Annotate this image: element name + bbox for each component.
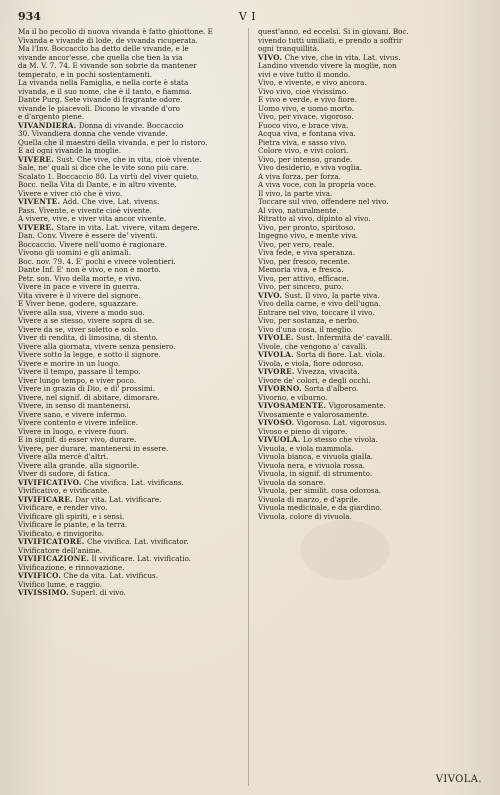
entry-text: vivi e vive tutto il mondo. xyxy=(258,70,351,79)
text-line xyxy=(18,453,244,462)
entry-text: Che vive, che in vita. Lat. vivus. xyxy=(282,53,401,62)
text-line xyxy=(258,173,482,182)
text-line xyxy=(18,105,244,114)
entry-text: quest'anno, ed eccelsi. Si in giovani. Boc. xyxy=(258,28,409,36)
text-line xyxy=(18,241,244,250)
entry-text: Vivere in grazia di Dio, e di' prossimi. xyxy=(18,385,156,393)
entry-text: Vivo desiderio, e viva voglia. xyxy=(258,164,363,172)
text-line xyxy=(18,326,244,335)
text-line xyxy=(18,292,244,301)
dictionary-entry-line xyxy=(18,589,244,598)
entry-text: Dan. Conv. Vivere è essere de' viventi. xyxy=(18,232,158,240)
entry-text: Boc. nov. 79. 4. E' pochi e vivere volentieri. xyxy=(18,257,176,266)
text-line xyxy=(18,207,244,216)
headword: VIVENTE. xyxy=(18,198,61,206)
entry-text: Vivo, per pronto, spiritoso. xyxy=(258,223,356,232)
text-line xyxy=(258,147,482,156)
entry-text: A viva voce, con la propria voce. xyxy=(258,181,377,189)
entry-text: E vivo e verde, e vivo fiore. xyxy=(258,96,357,104)
dictionary-entry-line xyxy=(258,419,482,428)
entry-text: Pietra viva, e sasso vivo. xyxy=(258,138,347,147)
text-line xyxy=(258,122,482,131)
entry-text: Vivo, e vivente, e vivo ancora. xyxy=(258,79,367,87)
headword: VIVO. xyxy=(258,53,283,62)
entry-text: da M. V. 7. 74. E vivande son sobrie da mantener xyxy=(18,62,197,70)
text-line xyxy=(258,88,482,97)
entry-text: Al vivo, naturalmente. xyxy=(258,206,339,215)
entry-text: Superl. di vivo. xyxy=(68,589,126,597)
entry-text: E ad ogni vivande la moglie. xyxy=(18,147,122,155)
text-line xyxy=(258,241,482,250)
entry-text: Vivifico lume, e raggio. xyxy=(18,580,102,589)
text-line xyxy=(18,487,244,496)
text-line xyxy=(18,275,244,284)
entry-text: Viver di rendita, di limosina, di stento. xyxy=(18,334,158,342)
text-line xyxy=(18,445,244,454)
entry-text: Vivificativo, e vivificante. xyxy=(18,487,110,495)
entry-text: Vivificazione, e rinnovazione. xyxy=(18,563,125,572)
entry-text: E Viver bene, godere, sguazzare. xyxy=(18,300,139,308)
text-line xyxy=(18,139,244,148)
entry-text: Scalato 1. Boccaccio 80. La virtù del viver quieto. xyxy=(18,172,200,181)
text-line xyxy=(258,207,482,216)
entry-text: Vivuola da sonare. xyxy=(258,478,326,487)
text-line xyxy=(18,266,244,275)
entry-text: Vivere alla giornata, vivere senza pensiero. xyxy=(18,342,176,351)
text-line xyxy=(18,258,244,267)
entry-text: Stare in vita. Lat. vivere, vitam degere. xyxy=(54,223,200,232)
entry-text: E in signif. di esser vivo, durare. xyxy=(18,436,137,444)
dictionary-entry-line xyxy=(18,479,244,488)
text-line xyxy=(18,419,244,428)
headword: VIVO. xyxy=(258,291,283,300)
text-line xyxy=(18,377,244,386)
entry-text: Vivuola, e viola mammola. xyxy=(258,444,354,453)
entry-text: Vivo, per vivace, vigoroso. xyxy=(258,113,354,121)
text-line xyxy=(258,139,482,148)
text-line xyxy=(18,37,244,46)
text-line xyxy=(18,173,244,182)
text-line xyxy=(258,513,482,522)
text-line xyxy=(18,470,244,479)
entry-text: Boccaccio. Vivere nell'uomo è ragionare. xyxy=(18,240,167,249)
entry-text: Vivere sotto la legge, e sotto il signore. xyxy=(18,351,161,359)
headword: VIVORNO. xyxy=(258,385,302,393)
text-line xyxy=(258,190,482,199)
text-line xyxy=(258,249,482,258)
entry-text: Vivo, per fresco, recente. xyxy=(258,257,350,266)
headword: VIVERE. xyxy=(18,155,55,164)
dictionary-entry-line xyxy=(258,54,482,63)
headword: VIVIFICO. xyxy=(18,572,62,580)
headword: VIVIFICATIVO. xyxy=(18,478,82,487)
dictionary-entry-line xyxy=(18,572,244,581)
headword: VIVIFICARE. xyxy=(18,495,73,504)
entry-text: Fuoco vivo, e brace viva. xyxy=(258,121,349,130)
text-line xyxy=(258,487,482,496)
entry-text: Sust. Che vive, che in vita, cioè vivente. xyxy=(54,155,202,164)
text-line xyxy=(18,462,244,471)
entry-text: Sale, ne' quali si dice che le vite sono più care. xyxy=(18,164,189,172)
dictionary-entry-line xyxy=(258,368,482,377)
headword: VIVOLE. xyxy=(258,334,294,342)
text-line xyxy=(18,79,244,88)
entry-text: Ingegno vivo, e mente viva. xyxy=(258,232,359,240)
entry-text: Memoria viva, e fresca. xyxy=(258,266,344,274)
text-line xyxy=(18,317,244,326)
text-line xyxy=(18,530,244,539)
entry-text: Ma l'Inv. Boccaccio ha detto delle vivande, e le xyxy=(18,45,189,53)
text-line xyxy=(258,428,482,437)
text-line xyxy=(258,309,482,318)
text-line xyxy=(18,215,244,224)
text-line xyxy=(258,224,482,233)
entry-text: vivande le piacevoli. Dicono le vivande d'oro xyxy=(18,104,180,113)
entry-text: 30. Vivandiera donna che vende vivande. xyxy=(18,130,168,138)
entry-text: vivanda, e il suo nome, che è il tanto, e fiamma. xyxy=(18,87,192,96)
entry-text: Vivezza, vivacità. xyxy=(294,368,360,376)
entry-text: Vivole, che vengono a' cavalli. xyxy=(258,342,368,351)
text-line xyxy=(18,343,244,352)
headword: VIVORE. xyxy=(258,368,295,376)
entry-text: Vivo della carne, e vivo dell'ugna. xyxy=(258,300,381,308)
entry-text: Sust. Il vivo, la parte viva. xyxy=(282,291,380,300)
headword: VIVANDIERA. xyxy=(18,121,77,130)
entry-text: Vita vivere è il vivere del signore. xyxy=(18,291,141,300)
column-divider xyxy=(248,28,249,786)
text-line xyxy=(258,496,482,505)
text-line xyxy=(258,181,482,190)
entry-text: Il vivificare. Lat. vivificatio. xyxy=(89,555,192,563)
entry-text: Vivoso e pieno di vigore. xyxy=(258,427,348,436)
text-line xyxy=(18,147,244,156)
text-line xyxy=(258,130,482,139)
text-line xyxy=(18,334,244,343)
text-line xyxy=(18,385,244,394)
text-line xyxy=(258,113,482,122)
headword: VIVOSO. xyxy=(258,419,295,427)
entry-text: Vivuola bianca, e vivuola gialla. xyxy=(258,453,374,461)
text-line xyxy=(258,470,482,479)
headword: VIVOLA. xyxy=(258,351,294,359)
text-line xyxy=(258,377,482,386)
text-line xyxy=(258,300,482,309)
entry-text: Sorta di fiore. Lat. viola. xyxy=(293,351,385,359)
entry-text: Vivificare, e render vivo. xyxy=(18,504,108,512)
catchword: VIVOLA. xyxy=(435,774,482,785)
text-line xyxy=(18,181,244,190)
entry-text: Vivo vivo, cioè vivissimo. xyxy=(258,87,349,96)
entry-text: Vivuola nera, e vivuola rossa. xyxy=(258,461,365,470)
entry-text: A vivere, vive, e viver vita ancor vivente. xyxy=(18,215,167,223)
dictionary-entry-line xyxy=(258,351,482,360)
headword: VIVUOLA. xyxy=(258,436,301,444)
page-header xyxy=(18,10,482,26)
entry-text: Ma il bo pecolio di nuova vivanda è fatto ghiottone. E xyxy=(18,28,213,36)
text-line xyxy=(258,343,482,352)
text-line xyxy=(18,232,244,241)
text-line xyxy=(18,521,244,530)
text-line xyxy=(258,462,482,471)
text-line xyxy=(258,258,482,267)
entry-text: Vivola, e viola, fiore odoroso. xyxy=(258,359,364,368)
entry-text: Vivificare le piante, e la terra. xyxy=(18,521,128,529)
text-line xyxy=(18,28,244,37)
entry-text: Vivo, per vero, reale. xyxy=(258,240,335,249)
entry-text: Vivificare gli spiriti, e i sensi. xyxy=(18,512,125,521)
text-line xyxy=(258,411,482,420)
entry-text: Ritratto al vivo, dipinto al vivo. xyxy=(258,215,371,223)
text-line xyxy=(18,283,244,292)
entry-text: Vigorosamente. xyxy=(326,402,386,410)
entry-text: Vivere da se, viver soletto e solo. xyxy=(18,325,139,334)
text-line xyxy=(18,547,244,556)
text-line xyxy=(258,71,482,80)
left-column xyxy=(18,28,244,781)
dictionary-entry-line xyxy=(18,224,244,233)
headword: VIVOSAMENTE. xyxy=(258,402,327,410)
entry-text: Vivanda e vivande di lode, de vivanda ricuperata. xyxy=(18,36,198,45)
entry-text: Vivuola, per similit. cosa odorosa. xyxy=(258,487,382,495)
entry-text: Landino vivendo vivere la moglie, non xyxy=(258,62,397,70)
entry-text: Vivere, nel signif. di abitare, dimorare. xyxy=(18,393,160,402)
text-line xyxy=(18,309,244,318)
text-line xyxy=(18,513,244,522)
entry-text: Vivere in pace e vivere in guerra. xyxy=(18,283,140,291)
entry-text: Vigoroso. Lat. vigorosus. xyxy=(294,419,387,427)
entry-text: Vivere e viver ciò che è vivo. xyxy=(18,189,123,198)
text-line xyxy=(258,37,482,46)
dictionary-entry-line xyxy=(258,436,482,445)
entry-text: vivendo tutti umiliati, e prendo a soffrir xyxy=(258,36,403,45)
entry-text: Che vivifica. Lat. vivificator. xyxy=(84,538,189,546)
text-line xyxy=(18,45,244,54)
entry-text: Lo stesso che vivola. xyxy=(300,436,378,444)
text-line xyxy=(258,164,482,173)
entry-text: Vivere il tempo, passare il tempo. xyxy=(18,368,141,376)
running-head: V I xyxy=(238,10,257,23)
text-line xyxy=(258,317,482,326)
entry-text: Vivere, in senso di mantenersi. xyxy=(18,402,131,410)
entry-text: Che vivifica. Lat. vivificans. xyxy=(81,478,184,487)
entry-text: Vivorno, e viburno. xyxy=(258,393,328,402)
entry-text: vivande ancor'esse, che quella che tien la via xyxy=(18,53,183,62)
entry-text: Vivere, per durare, mantenersi in essere. xyxy=(18,444,169,453)
text-line xyxy=(258,326,482,335)
entry-text: Vivere alla mercè d'altri. xyxy=(18,453,109,461)
text-line xyxy=(258,96,482,105)
text-line xyxy=(18,164,244,173)
dictionary-entry-line xyxy=(258,292,482,301)
text-line xyxy=(18,190,244,199)
entry-text: Vivere alla sua, vivere a modo suo. xyxy=(18,308,145,317)
text-line xyxy=(258,156,482,165)
entry-text: Vivere contento e vivere infelice. xyxy=(18,419,139,427)
entry-text: Che da vita. Lat. vivificus. xyxy=(61,572,158,580)
entry-text: Add. Che vive. Lat. vivens. xyxy=(60,198,160,206)
text-line xyxy=(18,428,244,437)
dictionary-entry-line xyxy=(18,198,244,207)
text-line xyxy=(258,360,482,369)
entry-text: Vivificato, e rinvigorito. xyxy=(18,529,104,538)
entry-text: Vivuola, in signif. di strumento. xyxy=(258,470,373,478)
entry-text: Quella che il maestro della vivanda, e per lo ristoro. xyxy=(18,138,208,147)
entry-text: Viva fede, e viva speranza. xyxy=(258,249,356,257)
text-line xyxy=(18,394,244,403)
text-line xyxy=(258,394,482,403)
text-line xyxy=(18,130,244,139)
dictionary-entry-line xyxy=(258,385,482,394)
text-line xyxy=(18,88,244,97)
entry-text: Vivo, per sincero, puro. xyxy=(258,283,344,291)
dictionary-entry-line xyxy=(18,496,244,505)
text-line xyxy=(18,368,244,377)
entry-text: Sorta d'albero. xyxy=(301,385,359,393)
entry-text: Entrare nel vivo, toccare il vivo. xyxy=(258,308,375,317)
text-line xyxy=(258,62,482,71)
text-line xyxy=(258,198,482,207)
right-column xyxy=(258,28,482,781)
entry-text: Vivere in luogo, e vivere fuori. xyxy=(18,427,129,436)
entry-text: Vivo, per attivo, efficace. xyxy=(258,274,349,283)
entry-text: Vivosamente e valorosamente. xyxy=(258,410,370,419)
entry-text: Acqua viva, e fontana viva. xyxy=(258,130,356,138)
entry-text: Dar vita. Lat. vivificare. xyxy=(72,495,162,504)
text-line xyxy=(18,504,244,513)
entry-text: Donna di vivande. Boccaccio xyxy=(76,121,184,130)
text-line xyxy=(18,564,244,573)
dictionary-entry-line xyxy=(258,402,482,411)
entry-text: Pass. Vivente, e vivente cioè vivente. xyxy=(18,206,152,215)
headword: VIVIFICAZIONE. xyxy=(18,555,90,563)
headword: VIVIFICATORE. xyxy=(18,538,85,546)
text-line xyxy=(18,351,244,360)
entry-text: Colore vivo, e vivi colori. xyxy=(258,147,349,155)
entry-text: Viver di sudore, di fatica. xyxy=(18,470,110,478)
entry-text: Petr. son. Vivo della morte, e vivo. xyxy=(18,274,142,283)
entry-text: Viver lungo tempo, e viver poco. xyxy=(18,376,136,385)
text-line xyxy=(18,300,244,309)
entry-text: Vivere sano, e vivere infermo. xyxy=(18,410,127,419)
text-line xyxy=(18,62,244,71)
text-line xyxy=(258,266,482,275)
text-line xyxy=(258,445,482,454)
text-line xyxy=(258,28,482,37)
dictionary-entry-line xyxy=(18,122,244,131)
text-line xyxy=(258,453,482,462)
entry-text: Il vivo, la parte viva. xyxy=(258,189,333,198)
entry-text: A viva forza, per forza. xyxy=(258,172,341,181)
entry-text: Uomo vivo, e uomo morto. xyxy=(258,104,355,113)
dictionary-entry-line xyxy=(18,555,244,564)
entry-text: Vivuola di marzo, e d'aprile. xyxy=(258,495,361,504)
entry-text: Vivono gli uomini e gli animali. xyxy=(18,249,131,257)
entry-text: La vivanda nella Famiglia, e nella corte è stata xyxy=(18,79,189,87)
entry-text: Vivere alla grande, alla signorile. xyxy=(18,461,140,470)
entry-text: Dante Purg. Sete vivande di fragrante odore. xyxy=(18,96,183,104)
text-line xyxy=(18,411,244,420)
page-number: 934 xyxy=(18,10,41,23)
text-line xyxy=(258,283,482,292)
entry-text: e d'argento piene. xyxy=(18,113,85,121)
text-line xyxy=(18,113,244,122)
headword: VIVISSIMO. xyxy=(18,589,69,597)
text-line xyxy=(18,360,244,369)
text-line xyxy=(258,504,482,513)
entry-text: Sust. Infermità de' cavalli. xyxy=(293,334,393,342)
entry-text: Vivore de' colori, e degli occhi. xyxy=(258,376,371,385)
dictionary-entry-line xyxy=(18,538,244,547)
text-line xyxy=(18,402,244,411)
text-line xyxy=(18,96,244,105)
entry-text: Vivo d'una cosa, il meglio. xyxy=(258,325,353,334)
text-line xyxy=(258,479,482,488)
dictionary-entry-line xyxy=(258,334,482,343)
text-line xyxy=(18,54,244,63)
entry-text: temperato, e in pochi sostentamenti. xyxy=(18,70,153,79)
text-line xyxy=(18,249,244,258)
entry-text: Vivo, per intenso, grande. xyxy=(258,155,353,164)
entry-text: Vivuola, colore di vivuola. xyxy=(258,512,352,521)
entry-text: Vivere a se stesso, vivere sopra di se. xyxy=(18,317,155,325)
entry-text: Bocc. nella Vita di Dante, e in altro vivente. xyxy=(18,181,177,189)
text-line xyxy=(18,71,244,80)
headword: VIVERE. xyxy=(18,223,55,232)
text-line xyxy=(258,79,482,88)
entry-text: ogni tranquillità. xyxy=(258,45,320,53)
text-line xyxy=(258,275,482,284)
entry-text: Vivuola medicinale, e da giardino. xyxy=(258,504,382,512)
text-line xyxy=(18,581,244,590)
text-line xyxy=(258,215,482,224)
text-line xyxy=(258,105,482,114)
entry-text: Vivo, per sostanza, e nerbo. xyxy=(258,317,359,325)
entry-text: Dante Inf. E' non è vivo, e non è morto. xyxy=(18,266,161,274)
text-line xyxy=(258,45,482,54)
text-line xyxy=(18,436,244,445)
entry-text: Toccare sul vivo, offendere nel vivo. xyxy=(258,198,389,206)
entry-text: Vivificatore dell'anime. xyxy=(18,546,103,555)
entry-text: Vivere e morire in un luogo. xyxy=(18,359,121,368)
dictionary-entry-line xyxy=(18,156,244,165)
text-line xyxy=(258,232,482,241)
